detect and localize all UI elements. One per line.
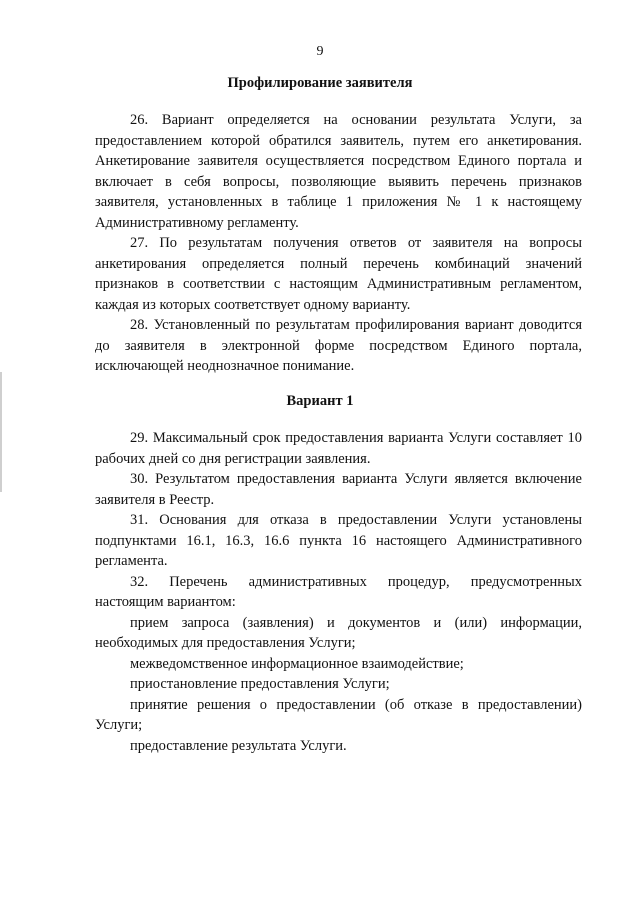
list-item-procedure-5: предоставление результата Услуги. (130, 737, 347, 754)
section-body-variant-1 (95, 428, 582, 756)
paragraph-26: 26. Вариант определяется на основании результата Услуги, за предоставлением которой обратился заявитель, путем его анкетирования. Анкетирование заявителя осуществляется посредством Единого портала и включает в себя вопросы, позволяющие выявить перечень признаков заявителя, установленных в таблице 1 приложения № 1 к настоящему Административному регламенту. (95, 112, 582, 231)
section-body-profiling (95, 110, 582, 377)
list-item-procedure-3: приостановление предоставления Услуги; (130, 676, 390, 692)
paragraph-32: 32. Перечень административных процедур, предусмотренных настоящим вариантом: (95, 573, 582, 610)
page-number: 9 (316, 44, 324, 59)
section-title-variant-1: Вариант 1 (286, 393, 354, 409)
list-item-procedure-4: принятие решения о предоставлении (об отказе в предоставлении) Услуги; (95, 696, 582, 733)
list-item-procedure-2: межведомственное информационное взаимодействие; (130, 655, 464, 672)
list-item-procedure-1: прием запроса (заявления) и документов и (или) информации, необходимых для предоставления Услуги; (95, 614, 582, 651)
section-title-profiling: Профилирование заявителя (227, 75, 413, 91)
scan-edge-mark (0, 372, 2, 492)
paragraph-29: 29. Максимальный срок предоставления варианта Услуги составляет 10 рабочих дней со дня регистрации заявления. (95, 430, 582, 467)
paragraph-30: 30. Результатом предоставления варианта Услуги является включение заявителя в Реестр. (95, 471, 582, 508)
paragraph-28: 28. Установленный по результатам профилирования вариант доводится до заявителя в электронной форме посредством Единого портала, исключающей неоднозначное понимание. (95, 317, 582, 374)
paragraph-27: 27. По результатам получения ответов от заявителя на вопросы анкетирования определяется полный перечень комбинаций значений признаков в соответствии с настоящим Административным регламентом, каждая из которых соответствует одному варианту. (95, 235, 582, 313)
paragraph-31: 31. Основания для отказа в предоставлении Услуги установлены подпунктами 16.1, 16.3, 16.6 пункта 16 настоящего Административного регламента. (95, 512, 582, 569)
